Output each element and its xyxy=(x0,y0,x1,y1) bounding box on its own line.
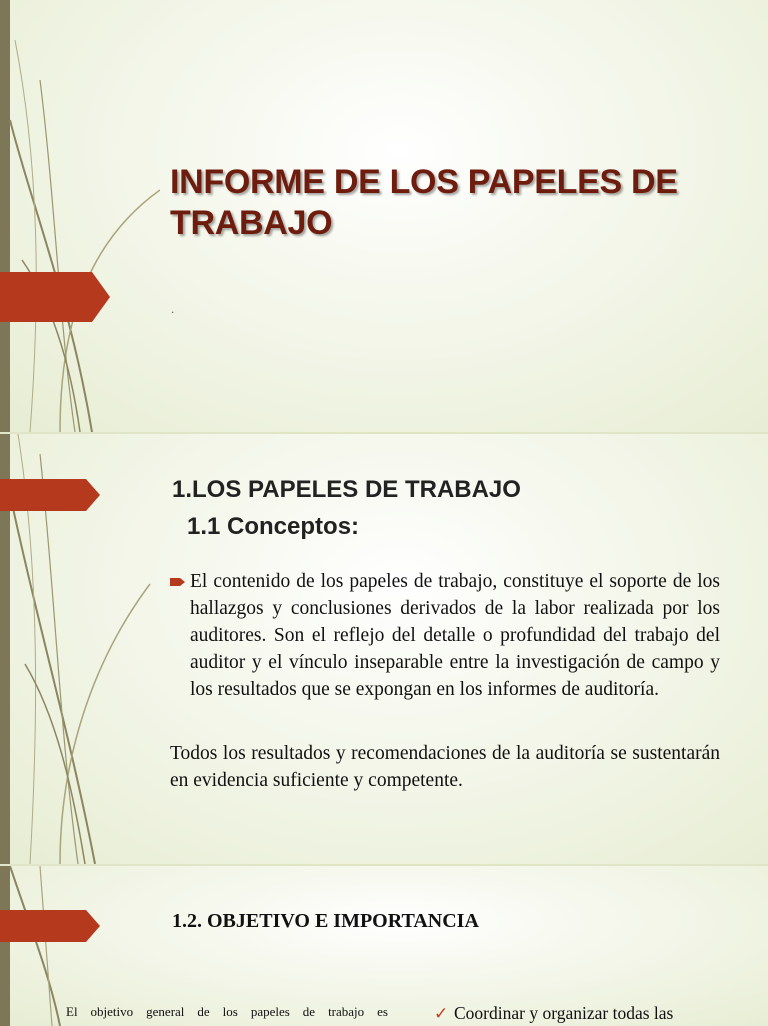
check-item xyxy=(434,1003,764,1024)
decorative-stems xyxy=(0,866,120,1026)
section-heading: 1.LOS PAPELES DE TRABAJO xyxy=(172,476,521,503)
arrow-marker-icon xyxy=(0,910,102,942)
section-heading: 1.2. OBJETIVO E IMPORTANCIA xyxy=(172,910,479,932)
subtitle: . xyxy=(171,302,175,316)
bullet-arrow-icon xyxy=(170,577,186,587)
slide-concepts xyxy=(0,434,768,864)
slide-objective xyxy=(0,866,768,1026)
body-paragraph: Todos los resultados y recomendaciones de la auditoría se sustentarán en evidencia suficiente y competente. xyxy=(170,743,720,791)
subsection-heading: 1.1 Conceptos: xyxy=(187,513,360,540)
decorative-stems xyxy=(0,0,160,432)
page-title: INFORME DE LOS PAPELES DE TRABAJO xyxy=(170,163,678,242)
bullet-item xyxy=(170,568,720,703)
check-item-text: Coordinar y organizar todas las xyxy=(454,1003,674,1023)
arrow-marker-icon xyxy=(0,479,102,511)
slide-title xyxy=(0,0,768,432)
left-column-text: El objetivo general de los papeles de trabajo es xyxy=(66,1004,388,1019)
arrow-marker-icon xyxy=(0,272,112,322)
bullet-text: El contenido de los papeles de trabajo, constituye el soporte de los hallazgos y conclusiones derivados de la labor realizada por los auditores. Son el reflejo del detalle o profundidad del trabajo del auditor y el vínculo inseparable entre la investigación de campo y los resultados que se expongan en los informes de auditoría. xyxy=(190,571,720,700)
checkmark-icon: ✓ xyxy=(434,1004,449,1023)
